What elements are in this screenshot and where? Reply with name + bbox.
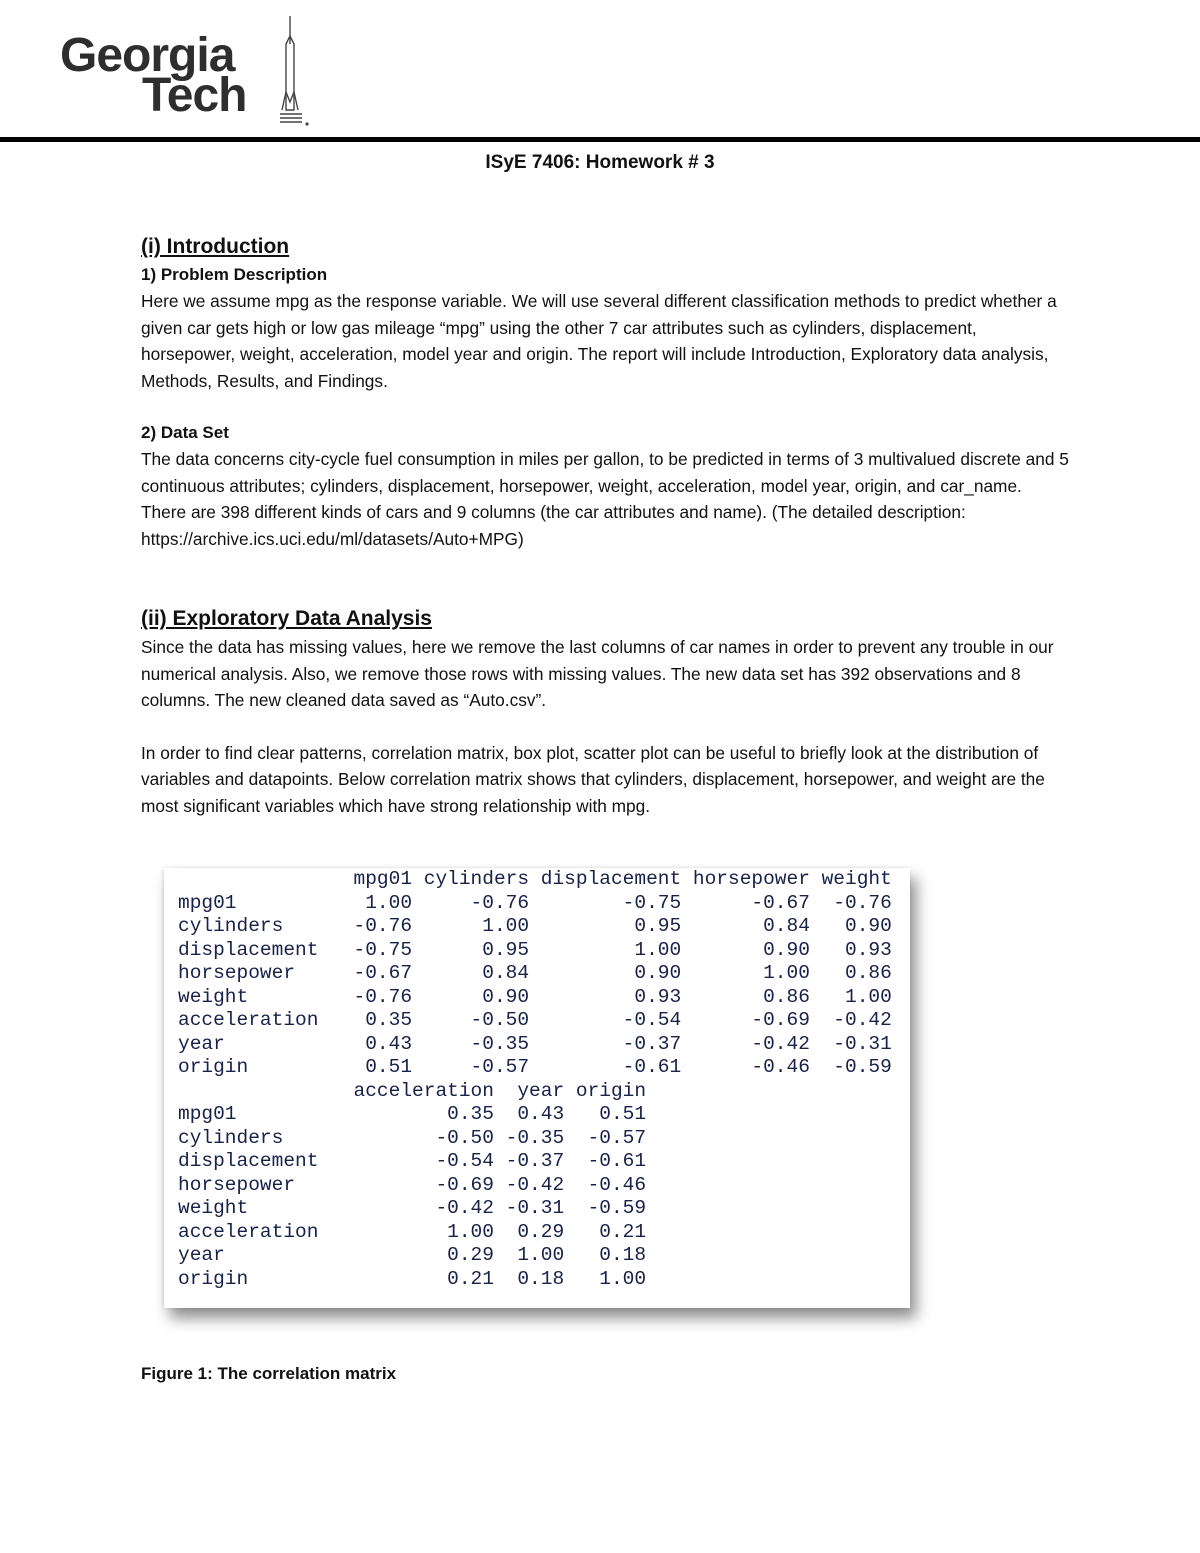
correlation-matrix-figure: [164, 868, 910, 1308]
document-title: ISyE 7406: Homework # 3: [485, 152, 715, 173]
subheading-problem-description: 1) Problem Description: [141, 265, 328, 284]
section-heading-introduction: (i) Introduction: [141, 235, 290, 258]
logo-word-georgia: Georgia: [60, 29, 235, 82]
eda-paragraph-2: In order to find clear patterns, correlation matrix, box plot, scatter plot can be useful to briefly look at the distribution of variables and datapoints. Below correlation matrix shows that cylinders, displacement, horsepower, and weight are the most significant variables which have strong relationship with mpg.: [141, 742, 1045, 816]
georgia-tech-logo: [58, 14, 328, 132]
tech-tower-icon: [276, 14, 324, 132]
header-rule: [0, 137, 1200, 142]
eda-paragraph-1: Since the data has missing values, here we remove the last columns of car names in order to prevent any trouble in our numerical analysis. Also, we remove those rows with missing values. The new data set has 392 observations and 8 columns. The new cleaned data saved as “Auto.csv”.: [141, 637, 1054, 710]
document-body: [141, 232, 1071, 819]
figure-caption: Figure 1: The correlation matrix: [141, 1364, 397, 1383]
correlation-matrix-output: mpg01 cylinders displacement horsepower weight mpg01 1.00 -0.76 -0.75 -0.67 -0.76 cylinders -0.76 1.00 0.95 0.84 0.90 displacement -0.75 0.95 1.00 0.90 0.93 horsepower -0.67 0.84 0.90 1.00 0.86 weight -0.76 0.90 0.93 0.86 1.00 acceleration 0.35 -0.50 -0.54 -0.69 -0.42 year 0.43 -0.35 -0.37 -0.42 -0.31 origin 0.51 -0.57 -0.61 -0.46 -0.59 acceleration year origin mpg01 0.35 0.43 0.51 cylinders -0.50 -0.35 -0.57 displacement -0.54 -0.37 -0.61 horsepower -0.69 -0.42 -0.46 weight -0.42 -0.31 -0.59 acceleration 1.00 0.29 0.21 year 0.29 1.00 0.18 origin 0.21 0.18 1.00: [178, 868, 892, 1290]
section-heading-eda: (ii) Exploratory Data Analysis: [141, 607, 432, 630]
problem-description-text: Here we assume mpg as the response variable. We will use several different classification methods to predict whether a given car gets high or low gas mileage “mpg” using the other 7 car attributes such as cylinders, displacement, horsepower, weight, acceleration, model year and origin. The report will include Introduction, Exploratory data analysis, Methods, Results, and Findings.: [141, 291, 1057, 391]
logo-word-tech: Tech: [142, 69, 247, 122]
subheading-data-set: 2) Data Set: [141, 423, 229, 442]
data-set-text: The data concerns city-cycle fuel consumption in miles per gallon, to be predicted in terms of 3 multivalued discrete and 5 continuous attributes; cylinders, displacement, horsepower, weight, acceleration, model year, origin, and car_name. There are 398 different kinds of cars and 9 columns (the car attributes and name). (The detailed description: https://archive.ics.uci.edu/ml/datasets/Auto+MPG): [141, 449, 1069, 549]
